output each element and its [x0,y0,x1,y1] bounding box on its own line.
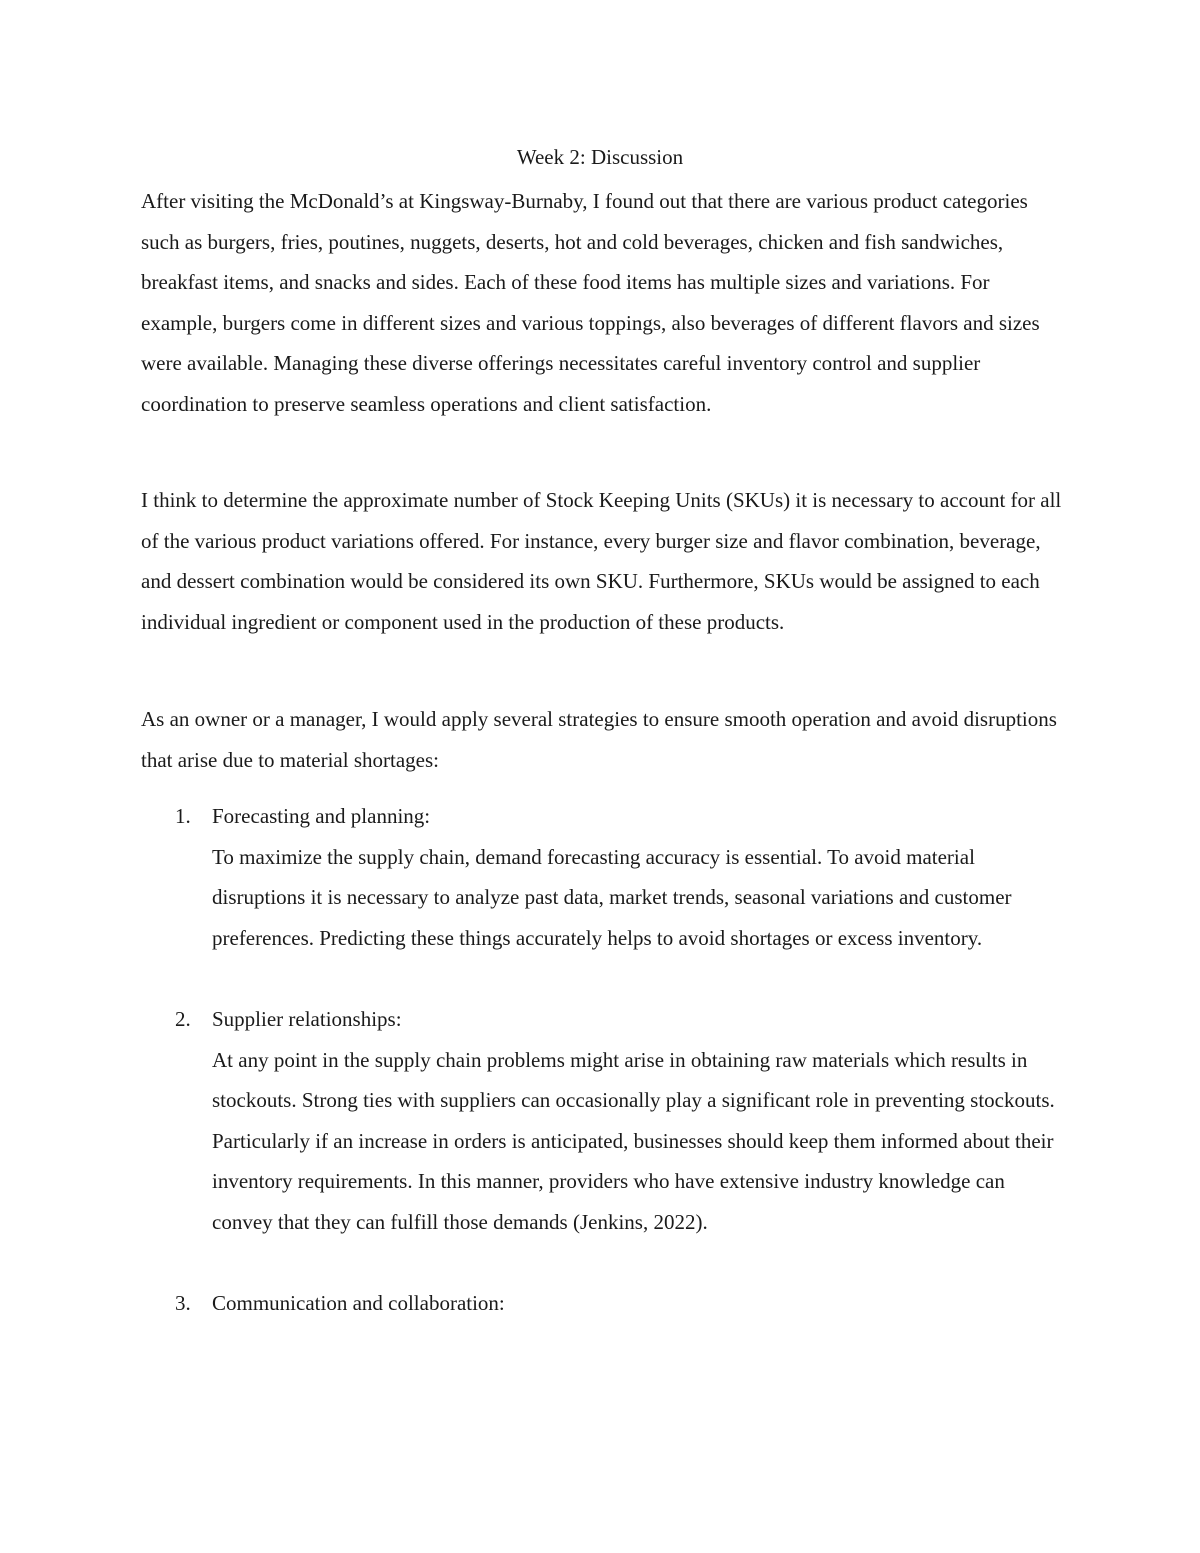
list-item-number: 2. [175,1007,191,1031]
list-item-body: At any point in the supply chain problems might arise in obtaining raw materials which results in stockouts. Strong ties with suppliers can occasionally play a significant role in preventing stockouts. Particularly if an increase in orders is anticipated, businesses should keep them informed about their inventory requirements. In this manner, providers who have extensive industry knowledge can convey that they can fulfill those demands (Jenkins, 2022). [212,1047,1055,1234]
list-item-number: 1. [175,804,191,828]
paragraph-intro: After visiting the McDonald’s at Kingsway-Burnaby, I found out that there are various product categories such as burgers, fries, poutines, nuggets, deserts, hot and cold beverages, chicken and fish sandwiches, breakfast items, and snacks and sides. Each of these food items has multiple sizes and variations. For example, burgers come in different sizes and various toppings, also beverages of different flavors and sizes were available. Managing these diverse offerings necessitates careful inventory control and supplier coordination to preserve seamless operations and client satisfaction. [141,189,1040,416]
paragraph-strategies: As an owner or a manager, I would apply several strategies to ensure smooth operation and avoid disruptions that arise due to material shortages: [141,707,1057,772]
list-item-heading: Supplier relationships: [212,1007,402,1031]
list-item-body: To maximize the supply chain, demand forecasting accuracy is essential. To avoid material disruptions it is necessary to analyze past data, market trends, seasonal variations and customer preferences. Predicting these things accurately helps to avoid shortages or excess inventory. [212,844,1012,950]
document-title: Week 2: Discussion [516,145,684,169]
list-item-heading: Forecasting and planning: [212,804,431,828]
paragraph-sku: I think to determine the approximate number of Stock Keeping Units (SKUs) it is necessary to account for all of the various product variations offered. For instance, every burger size and flavor combination, beverage, and dessert combination would be considered its own SKU. Furthermore, SKUs would be assigned to each individual ingredient or component used in the production of these products. [141,488,1062,634]
list-item-number: 3. [175,1291,191,1315]
list-item-heading: Communication and collaboration: [212,1291,505,1315]
